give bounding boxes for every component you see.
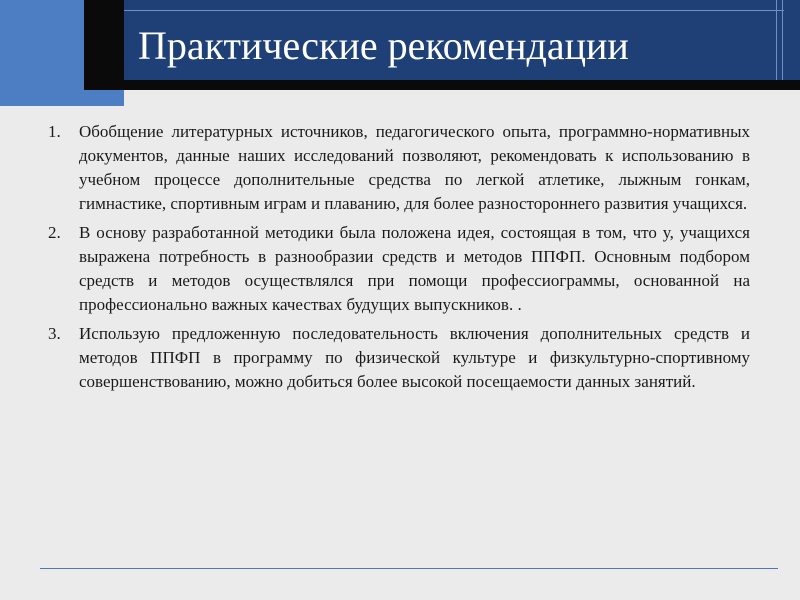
title-decor-line [776, 0, 777, 80]
item-number: 1. [48, 122, 61, 141]
item-number: 2. [48, 223, 61, 242]
item-text: Использую предложенную последовательность включения дополнительных средств и методов ППФП в программу по физической культуре и физкультурно-спортивному совершенствованию, можно добиться более высокой посещаемости данных занятий. [79, 324, 750, 391]
recommendation-item [48, 120, 750, 216]
item-number: 3. [48, 324, 61, 343]
recommendation-item [48, 221, 750, 317]
recommendations-list [48, 120, 750, 399]
item-text: В основу разработанной методики была положена идея, состоящая в том, что у, учащихся выражена потребность в разнообразии средств и методов ППФП. Основным подбором средств и методов осуществлялся при помощи профессиограммы, основанной на профессионально важных качествах будущих выпускников. . [79, 223, 750, 314]
title-decor-line [124, 10, 784, 11]
slide-title: Практические рекомендации [138, 23, 629, 68]
item-text: Обобщение литературных источников, педагогического опыта, программно-нормативных документов, данные наших исследований позволяют, рекомендовать к использованию в учебном процессе дополнительные средства по легкой атлетике, лыжным гонкам, гимнастике, спортивным играм и плаванию, для более разностороннего развития учащихся. [79, 122, 750, 213]
title-decor-line [782, 0, 783, 80]
footer-divider [40, 568, 778, 569]
recommendation-item [48, 322, 750, 394]
